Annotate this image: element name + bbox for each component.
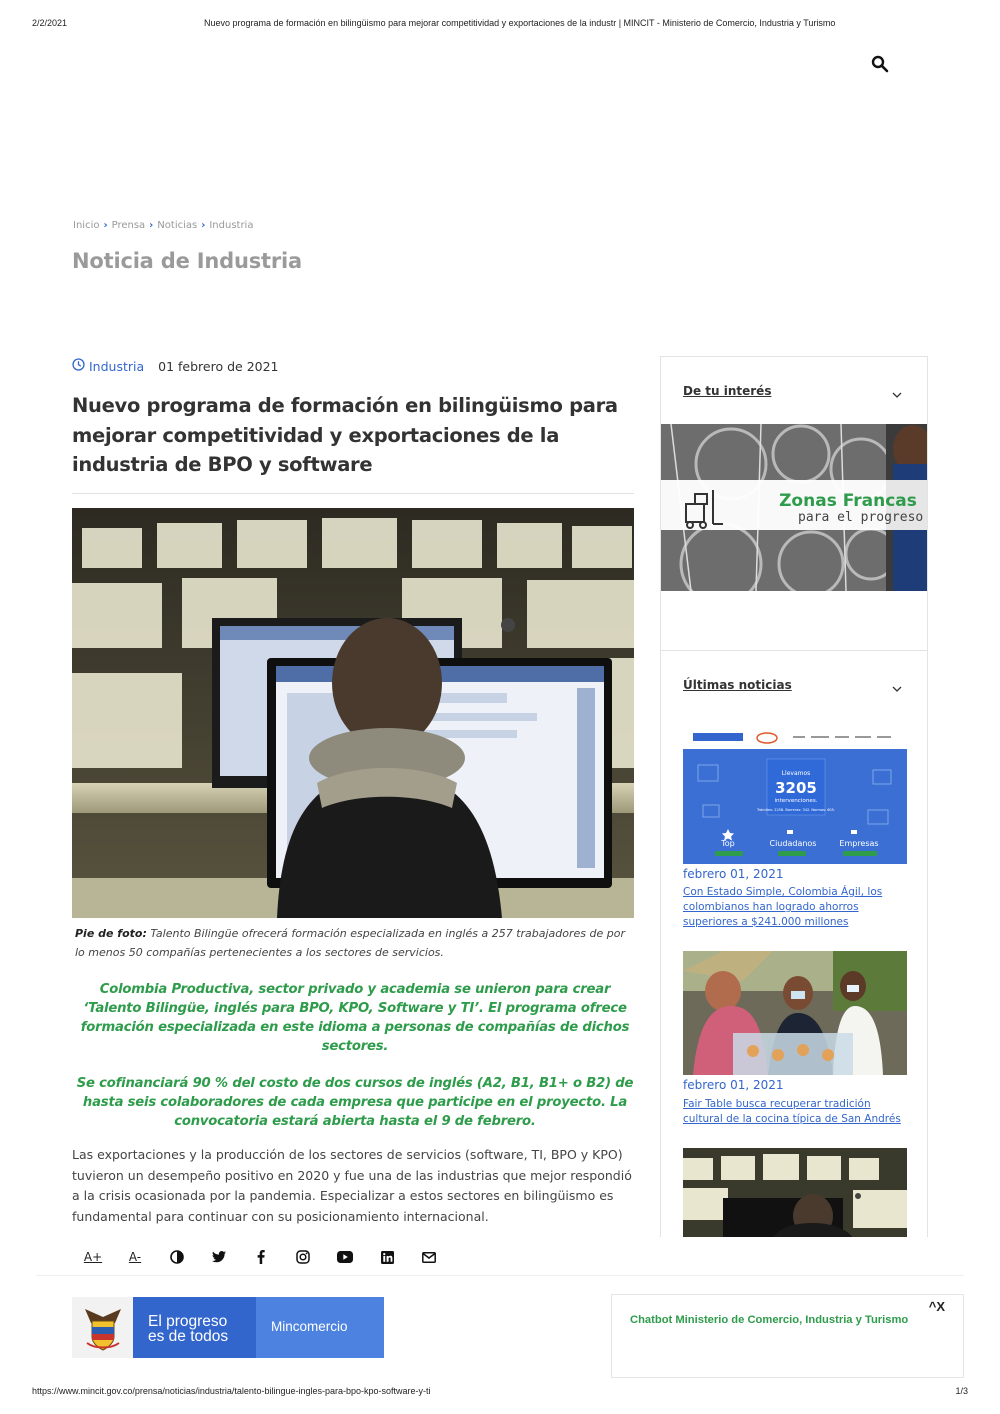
news-heading[interactable]: Últimas noticias bbox=[683, 678, 792, 692]
news-title-link[interactable]: Con Estado Simple, Colombia Ágil, los colombianos han logrado ahorros superiores a $241.000 millones bbox=[683, 886, 883, 928]
email-icon[interactable] bbox=[408, 1246, 450, 1268]
banner-line1: Zonas Francas bbox=[779, 491, 917, 511]
thumb-detail: Trámites: 2258. Barreras: 342. Normas: 605. bbox=[756, 808, 836, 812]
breadcrumb-industria[interactable]: Industria bbox=[209, 220, 254, 231]
breadcrumb bbox=[73, 220, 253, 231]
article-body: Las exportaciones y la producción de los sectores de servicios (software, TI, BPO y KPO) tuvieron un desempeño positivo en 2020 y fue una de las industrias que mejor respondió a la crisis ocasionada por la pandemia. Especializar a estos sectores en bilingüismo es fundamental para continuar con su posicionamiento internacional. bbox=[72, 1147, 632, 1224]
article-date: 01 febrero de 2021 bbox=[158, 358, 279, 374]
chatbot-widget bbox=[611, 1294, 964, 1378]
breadcrumb-prensa[interactable]: Prensa bbox=[111, 220, 146, 231]
page-title: Noticia de Industria bbox=[72, 249, 302, 273]
print-url: https://www.mincit.gov.co/prensa/noticias/industria/talento-bilingue-ingles-para-bpo-kpo-software-y-ti bbox=[32, 1386, 431, 1396]
thumb-card-empresas: Empresas bbox=[839, 839, 879, 848]
print-date: 2/2/2021 bbox=[32, 18, 68, 28]
photo-caption bbox=[75, 924, 635, 962]
divider bbox=[36, 1275, 964, 1276]
divider bbox=[72, 493, 634, 494]
facebook-icon[interactable] bbox=[240, 1246, 282, 1268]
thumb-interv: intervenciones. bbox=[774, 798, 818, 804]
article-lead-2: Se cofinanciará 90 % del costo de dos cursos de inglés (A2, B1, B1+ o B2) de hasta seis colaboradores de cada empresa que participe en el proyecto. La convocatoria estará abierta hasta el 9 de febrero. bbox=[76, 1076, 634, 1129]
caption-text: Talento Bilingüe ofrecerá formación especializada en inglés a 257 trabajadores de por lo menos 50 compañías pertenecientes a los sectores de servicios. bbox=[75, 927, 626, 959]
chatbot-controls[interactable]: ^X bbox=[928, 1299, 945, 1314]
chevron-right-icon: › bbox=[149, 220, 154, 231]
chatbot-open-link[interactable]: Chatbot Ministerio de Comercio, Industria y Turismo bbox=[630, 1314, 909, 1326]
font-decrease-button[interactable]: A- bbox=[128, 1250, 142, 1264]
zonas-francas-banner[interactable] bbox=[661, 424, 928, 591]
ministry-name: Mincomercio bbox=[256, 1297, 384, 1358]
news-thumbnail[interactable] bbox=[683, 951, 907, 1075]
news-date: febrero 01, 2021 bbox=[683, 867, 784, 881]
chevron-down-icon[interactable] bbox=[892, 681, 902, 691]
breadcrumb-inicio[interactable]: Inicio bbox=[73, 220, 100, 231]
article-headline: Nuevo programa de formación en bilingüismo para mejorar competitividad y exportaciones de la industria de BPO y software bbox=[72, 394, 618, 476]
thumb-card-ciudadanos: Ciudadanos bbox=[769, 839, 817, 848]
share-toolbar bbox=[72, 1246, 450, 1268]
instagram-icon[interactable] bbox=[282, 1246, 324, 1268]
article-meta bbox=[72, 358, 279, 374]
slogan-line2: es de todos bbox=[148, 1328, 229, 1345]
print-page-number: 1/3 bbox=[955, 1386, 968, 1396]
article-photo bbox=[72, 508, 634, 918]
linkedin-icon[interactable] bbox=[366, 1246, 408, 1268]
coat-of-arms-icon bbox=[72, 1297, 133, 1358]
font-increase-button[interactable]: A+ bbox=[83, 1250, 103, 1264]
interest-heading[interactable]: De tu interés bbox=[683, 384, 772, 398]
article-lead-1: Colombia Productiva, sector privado y academia se unieron para crear ‘Talento Bilingüe, inglés para BPO, KPO, Software y TI’. El programa ofrece formación especializada en este idioma a personas de compañías de dichos sectores. bbox=[80, 982, 630, 1054]
news-title-link[interactable]: Fair Table busca recuperar tradición cultural de la cocina típica de San Andrés bbox=[683, 1098, 901, 1125]
thumb-llevamos: Llevamos bbox=[781, 770, 811, 777]
clock-icon bbox=[72, 358, 85, 374]
sidebar bbox=[660, 356, 928, 1237]
chevron-right-icon: › bbox=[201, 220, 206, 231]
article-category[interactable]: Industria bbox=[89, 358, 145, 374]
banner-line2: para el progreso bbox=[798, 510, 924, 525]
search-icon[interactable] bbox=[871, 55, 889, 73]
news-date: febrero 01, 2021 bbox=[683, 1078, 784, 1092]
thumb-number: 3205 bbox=[775, 779, 817, 797]
gov-slogan bbox=[133, 1297, 256, 1358]
slogan-line1: El progreso bbox=[148, 1313, 228, 1330]
youtube-icon[interactable] bbox=[324, 1246, 366, 1268]
gov-logo-link[interactable] bbox=[72, 1297, 384, 1358]
chevron-right-icon: › bbox=[103, 220, 108, 231]
news-thumbnail[interactable] bbox=[683, 1148, 907, 1237]
thumb-card-top: Top bbox=[721, 839, 735, 848]
contrast-icon[interactable] bbox=[156, 1246, 198, 1268]
print-page-title: Nuevo programa de formación en bilingüismo para mejorar competitividad y exportaciones de la industr | MINCIT - Ministerio de Comercio, Industria y Turismo bbox=[204, 18, 836, 28]
news-thumbnail[interactable] bbox=[683, 725, 907, 864]
twitter-icon[interactable] bbox=[198, 1246, 240, 1268]
caption-label: Pie de foto: bbox=[75, 927, 147, 940]
divider bbox=[661, 650, 928, 651]
chevron-down-icon[interactable] bbox=[892, 387, 902, 397]
breadcrumb-noticias[interactable]: Noticias bbox=[157, 220, 198, 231]
